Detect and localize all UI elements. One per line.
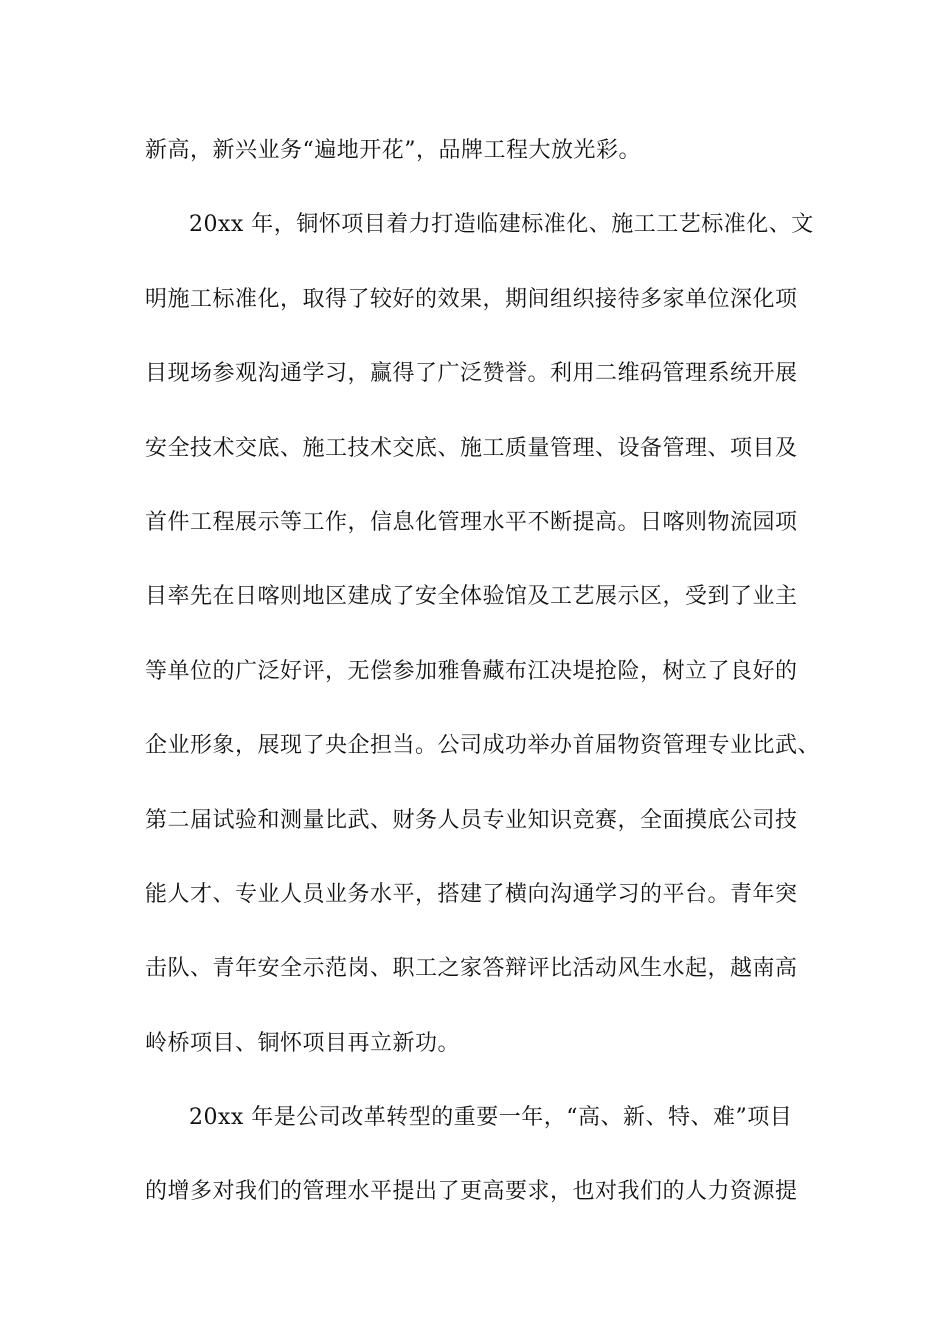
text-line: 企业形象，展现了央企担当。公司成功举办首届物资管理专业比武、 xyxy=(145,733,821,759)
text-line: 的增多对我们的管理水平提出了更高要求，也对我们的人力资源提 xyxy=(145,1179,798,1205)
text-line: 击队、青年安全示范岗、职工之家答辩评比活动风生水起，越南高 xyxy=(145,956,798,982)
paragraph-first-line: 20xx 年是公司改革转型的重要一年，“高、新、特、难”项目 xyxy=(189,1105,793,1131)
text-line: 首件工程展示等工作，信息化管理水平不断提高。日喀则物流园项 xyxy=(145,509,798,535)
paragraph-first-line: 20xx 年，铜怀项目着力打造临建标准化、施工工艺标准化、文 xyxy=(189,212,814,238)
document-body xyxy=(145,129,825,1245)
text-line: 岭桥项目、铜怀项目再立新功。 xyxy=(145,1030,461,1056)
text-line: 安全技术交底、施工技术交底、施工质量管理、设备管理、项目及 xyxy=(145,435,798,461)
text-line: 能人才、专业人员业务水平，搭建了横向沟通学习的平台。青年突 xyxy=(145,881,798,907)
text-line: 新高，新兴业务“遍地开花”，品牌工程大放光彩。 xyxy=(145,138,641,163)
text-line: 等单位的广泛好评，无偿参加雅鲁藏布江决堤抢险，树立了良好的 xyxy=(145,658,798,684)
text-line: 目现场参观沟通学习，赢得了广泛赞誉。利用二维码管理系统开展 xyxy=(145,361,798,387)
text-line: 第二届试验和测量比武、财务人员专业知识竞赛，全面摸底公司技 xyxy=(145,807,798,833)
text-line: 明施工标准化，取得了较好的效果，期间组织接待多家单位深化项 xyxy=(145,286,798,312)
text-line: 目率先在日喀则地区建成了安全体验馆及工艺展示区，受到了业主 xyxy=(145,584,798,610)
